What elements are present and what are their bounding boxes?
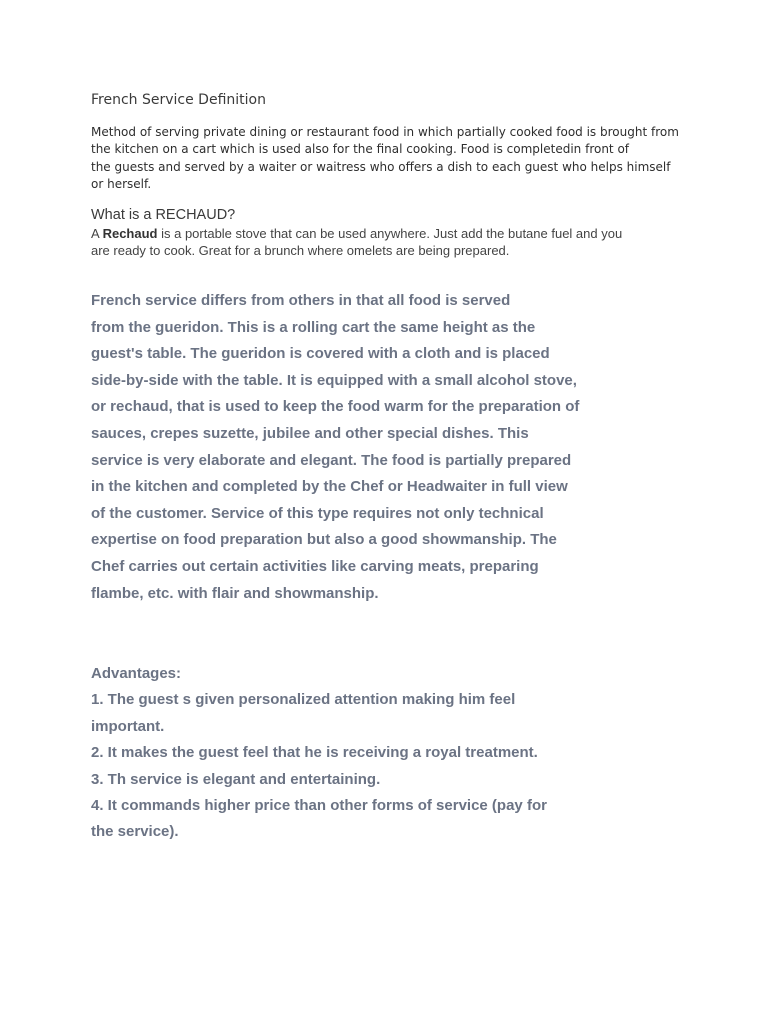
rechaud-term: Rechaud xyxy=(102,226,158,241)
body-line: flambe, etc. with flair and showmanship. xyxy=(91,584,379,602)
body-line: in the kitchen and completed by the Chef or Headwaiter in full view xyxy=(91,478,568,496)
advantage-item: the service). xyxy=(91,823,179,841)
rechaud-paragraph xyxy=(91,225,622,259)
french-service-paragraph xyxy=(91,288,579,607)
definition-line: the guests and served by a waiter or waitress who offers a dish to each guest who helps himself xyxy=(91,159,671,174)
body-line: of the customer. Service of this type requires not only technical xyxy=(91,504,544,522)
definition-line: the kitchen on a cart which is used also for the final cooking. Food is completedin front of xyxy=(91,142,630,157)
advantages-list xyxy=(91,661,547,846)
definition-line: or herself. xyxy=(91,176,152,191)
rechaud-rest: is a portable stove that can be used anywhere. Just add the butane fuel and you xyxy=(157,226,623,241)
rechaud-line xyxy=(91,225,622,242)
advantages-heading: Advantages: xyxy=(91,665,182,682)
advantage-item: 3. Th service is elegant and entertaining. xyxy=(91,770,381,788)
advantage-item: 4. It commands higher price than other forms of service (pay for xyxy=(91,797,547,815)
advantage-item: 2. It makes the guest feel that he is receiving a royal treatment. xyxy=(91,744,538,762)
body-line: or rechaud, that is used to keep the food warm for the preparation of xyxy=(91,398,580,416)
rechaud-line: are ready to cook. Great for a brunch where omelets are being prepared. xyxy=(91,243,510,258)
definition-paragraph xyxy=(91,124,679,193)
rechaud-prefix: A xyxy=(91,226,103,241)
body-line: from the gueridon. This is a rolling cart the same height as the xyxy=(91,318,536,336)
definition-line: Method of serving private dining or restaurant food in which partially cooked food is brought from xyxy=(91,125,679,139)
body-line: expertise on food preparation but also a good showmanship. The xyxy=(91,531,557,549)
body-line: sauces, crepes suzette, jubilee and other special dishes. This xyxy=(91,424,529,442)
body-line: French service differs from others in that all food is served xyxy=(91,292,511,309)
advantage-item: 1. The guest s given personalized attention making him feel xyxy=(91,691,516,709)
body-line: guest's table. The gueridon is covered with a cloth and is placed xyxy=(91,345,550,363)
document-title: French Service Definition xyxy=(91,92,266,108)
body-line: service is very elaborate and elegant. The food is partially prepared xyxy=(91,451,572,469)
body-line: Chef carries out certain activities like carving meats, preparing xyxy=(91,557,539,575)
rechaud-heading: What is a RECHAUD? xyxy=(91,207,236,223)
advantage-item: important. xyxy=(91,717,165,735)
body-line: side-by-side with the table. It is equipped with a small alcohol stove, xyxy=(91,371,577,389)
